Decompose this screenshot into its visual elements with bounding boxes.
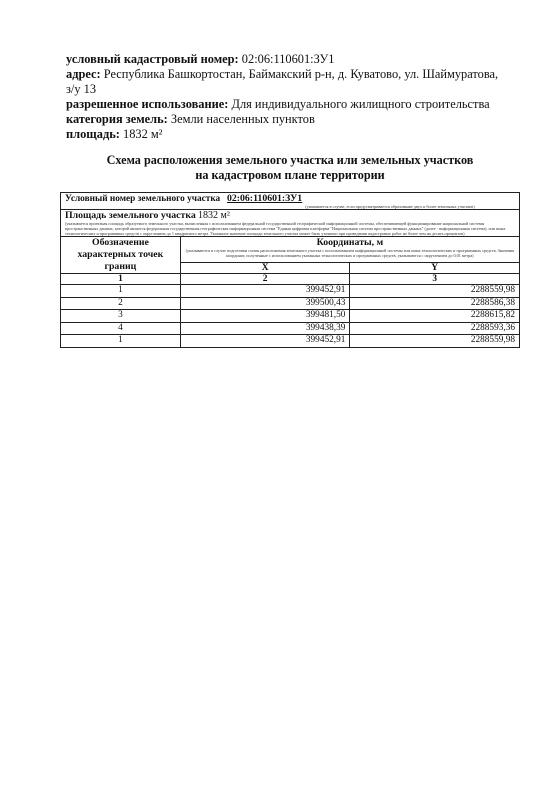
col-y-header: Y: [350, 263, 520, 274]
coord-y: 2288586,38: [350, 297, 520, 310]
table-cad-value: 02:06:110601:ЗУ1: [226, 193, 303, 204]
title-line-1: Схема расположения земельного участка или земельных участков: [106, 153, 474, 167]
coord-x: 399452,91: [180, 285, 350, 298]
category-line: [66, 112, 536, 127]
coordinates-table: [60, 192, 520, 348]
coord-y: 2288559,98: [350, 335, 520, 348]
col-num-2: 2: [180, 274, 350, 285]
title-line-2: на кадастровом плане территории: [195, 168, 385, 182]
points-header: Обозначение характерных точек границ: [61, 237, 181, 274]
address-line: [66, 67, 536, 82]
address-cont: з/у 13: [66, 82, 97, 96]
address-value: Республика Башкортостан, Баймакский р-н, д. Куватово, ул. Шаймуратова,: [103, 67, 499, 81]
area-value: 1832 м²: [123, 127, 163, 141]
area-label: площадь:: [66, 127, 120, 141]
cad-number-value: 02:06:110601:ЗУ1: [241, 52, 335, 66]
address-label: адрес:: [66, 67, 101, 81]
table-area-note: (указывается проектная площадь образуемого земельного участка, вычисленная с использованием федеральной государственной географической информационной системы, обеспечивающей функционирование национальной системы пространственных данных, которой является федеральная государственная географическая информационная система "Единая цифровая платформа "Национальная система пространственных данных" (далее - информационная система), или иных технологических и программных средств с округлением до 1 квадратного метра. Указанное значение площади земельного участка может быть уточнено при проведении кадастровых работ не более чем на десять процентов): [65, 221, 506, 236]
coord-x: 399438,39: [180, 322, 350, 335]
use-value: Для индивидуального жилищного строительства: [231, 97, 490, 111]
table-row: [61, 297, 520, 310]
table-row: [61, 335, 520, 348]
coord-x: 399452,91: [180, 335, 350, 348]
cad-number-row: [61, 193, 520, 210]
point-number: 4: [61, 322, 181, 335]
area-row: [61, 210, 520, 237]
use-line: [66, 97, 536, 112]
table-row: [61, 310, 520, 323]
table-row: [61, 322, 520, 335]
header-row: [61, 237, 520, 263]
col-x-header: X: [180, 263, 350, 274]
col-num-1: 1: [61, 274, 181, 285]
category-value: Земли населенных пунктов: [170, 112, 315, 126]
document-title: [60, 153, 520, 183]
coords-header-cell: [180, 237, 519, 263]
table-row: [61, 285, 520, 298]
coord-x: 399500,43: [180, 297, 350, 310]
use-label: разрешенное использование:: [66, 97, 229, 111]
category-label: категория земель:: [66, 112, 168, 126]
coord-y: 2288615,82: [350, 310, 520, 323]
parcel-info: [66, 52, 536, 142]
table-area-label: Площадь земельного участка: [65, 210, 196, 221]
coord-x: 399481,50: [180, 310, 350, 323]
table-area-value: 1832 м²: [197, 210, 230, 221]
coord-y: 2288593,36: [350, 322, 520, 335]
point-number: 1: [61, 285, 181, 298]
area-line: [66, 127, 536, 142]
point-number: 1: [61, 335, 181, 348]
cad-number-line: [66, 52, 536, 67]
column-number-row: [61, 274, 520, 285]
table-cad-label: Условный номер земельного участка: [65, 194, 221, 204]
col-num-3: 3: [350, 274, 520, 285]
coord-y: 2288559,98: [350, 285, 520, 298]
cad-number-label: условный кадастровый номер:: [66, 52, 239, 66]
coords-note: (указываются в случае подготовки схемы расположения земельного участка с использованием информационной системы или иных технологических и программных средств. Значения координат, полученные с использованием указанных технологических и программных средств, указываются с округлением до 0,01 метра): [185, 248, 515, 258]
coords-header: Координаты, м: [316, 237, 384, 248]
point-number: 3: [61, 310, 181, 323]
table-cad-note: (указывается в случае, если предусматривается образование двух и более земельных участков): [305, 204, 475, 209]
point-number: 2: [61, 297, 181, 310]
